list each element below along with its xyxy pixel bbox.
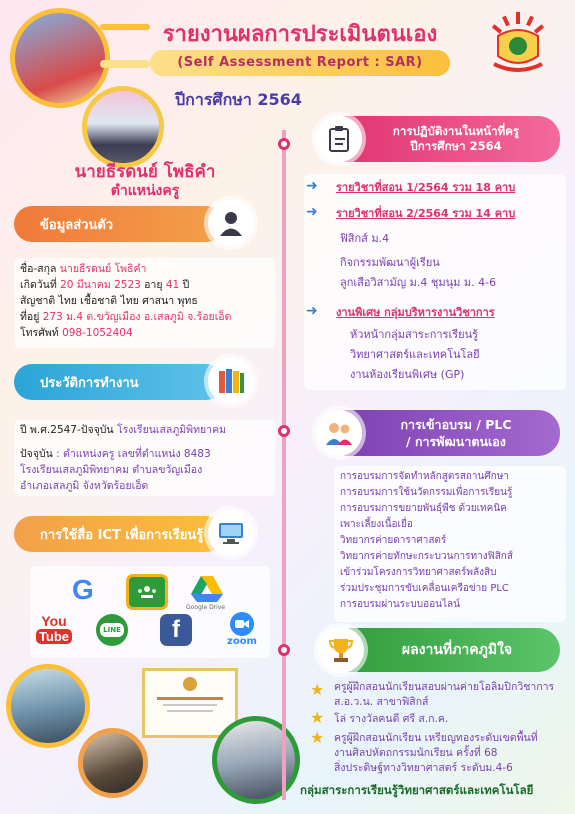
page-title: รายงานผลการประเมินตนเอง (162, 22, 438, 47)
footer-department: กลุ่มสาระการเรียนรู้วิทยาศาสตร์และเทคโนโลยี (300, 783, 534, 797)
star-icon: ★ (310, 728, 325, 747)
google-icon: G (72, 574, 94, 605)
timeline-dot (278, 425, 290, 437)
special-duty-1: หัวหน้ากลุ่มสาระการเรียนรู้ (350, 328, 479, 341)
timeline-line (282, 130, 286, 800)
training-card (334, 466, 566, 622)
zoom-icon: zoom (222, 612, 262, 647)
arrow-icon: ➜ (306, 303, 318, 319)
special-duty-3: งานห้องเรียนพิเศษ (GP) (350, 368, 465, 381)
computer-icon (208, 510, 254, 556)
training-item: ร่วมประชุมการขับเคลื่อนเครือข่าย PLC (340, 583, 509, 594)
header-photo (10, 8, 110, 108)
awards-title: ผลงานที่ภาคภูมิใจ (401, 642, 513, 658)
subject-term2: รายวิชาที่สอน 2/2564 รวม 14 คาบ (336, 207, 516, 220)
award-3: ครูผู้ฝึกสอนนักเรียน เหรียญทองระดับเขตพื้นที่ งานศิลปหัตถกรรมนักเรียน ครั้งที่ 68 สิ่งประดิษฐ์ทางวิทยาศาสตร์ ระดับม.4-6 (334, 732, 538, 774)
clipboard-icon (316, 116, 362, 162)
trophy-icon (318, 627, 364, 673)
binders-icon (208, 358, 254, 404)
personal-info-title: ข้อมูลส่วนตัว (40, 217, 114, 233)
work-history-header (14, 364, 224, 400)
work-history-title: ประวัติการทำงาน (40, 375, 139, 391)
subject-physics: ฟิสิกส์ ม.4 (340, 232, 390, 245)
page-subtitle: (Self Assessment Report : SAR) (150, 50, 450, 76)
teacher-position: ตำแหน่งครู (110, 183, 180, 199)
ict-title: การใช้สื่อ ICT เพื่อการเรียนรู้ (40, 527, 204, 543)
people-icon (316, 410, 362, 456)
subject-term1: รายวิชาที่สอน 1/2564 รวม 18 คาบ (336, 181, 516, 194)
subtitle-accent-bar (100, 60, 150, 68)
star-icon: ★ (310, 680, 325, 699)
person-icon (208, 200, 254, 246)
training-item: การอบรมการขยายพันธุ์พืช ด้วยเทคนิค (340, 503, 507, 514)
award-photo-3 (212, 716, 300, 804)
training-item: วิทยากรค่ายทักษะกระบวนการทางฟิสิกส์ (340, 551, 513, 562)
school-logo-icon (488, 10, 548, 76)
ict-header (14, 516, 224, 552)
special-duty: งานพิเศษ กลุ่มบริหารงานวิชาการ (336, 306, 495, 319)
star-icon: ★ (310, 708, 325, 727)
timeline-dot (278, 644, 290, 656)
award-1: ครูผู้ฝึกสอนนักเรียนสอบผ่านค่ายโอลิมปิกวิชาการ ส.อ.ว.น. สาขาฟิสิกส์ (334, 681, 555, 708)
google-drive-label: Google Drive (186, 604, 226, 611)
certificate-image (142, 668, 238, 738)
activity-title: กิจกรรมพัฒนาผู้เรียน (340, 256, 440, 269)
training-item: การอบรมการจัดทำหลักสูตรสถานศึกษา (340, 471, 509, 482)
google-drive-icon (190, 574, 224, 604)
arrow-icon: ➜ (306, 204, 318, 220)
award-photo-1 (6, 664, 90, 748)
academic-year: ปีการศึกษา 2564 (175, 90, 302, 109)
training-item: วิทยากรค่ายดาราศาสตร์ (340, 535, 447, 546)
teacher-name: นายธีรดนย์ โพธิคำ (74, 162, 216, 182)
training-item: การอบรมการใช้นวัตกรรมเพื่อการเรียนรู้ (340, 487, 513, 498)
training-item: เพาะเลี้ยงเนื้อเยื่อ (340, 519, 413, 530)
activity-detail: ลูกเสือวิสามัญ ม.4 ชุมนุม ม. 4-6 (340, 276, 497, 289)
training-item: การอบรมผ่านระบบออนไลน์ (340, 599, 460, 610)
youtube-icon: You Tube (36, 614, 72, 644)
arrow-icon: ➜ (306, 178, 318, 194)
award-2: โล่ รางวัลคนดี ศรี ส.ก.ค. (334, 713, 449, 725)
timeline-dot (278, 138, 290, 150)
special-duty-2: วิทยาศาสตร์และเทคโนโลยี (350, 348, 480, 361)
title-accent-bar (100, 24, 150, 30)
facebook-icon: f (160, 614, 192, 646)
profile-photo (82, 86, 164, 168)
duty-header: การปฏิบัติงานในหน้าที่ครู ปีการศึกษา 2564 (324, 116, 560, 162)
nationality: สัญชาติ ไทย เชื้อชาติ ไทย ศาสนา พุทธ (20, 295, 198, 307)
personal-info-card: ชื่อ-สกุล นายธีรดนย์ โพธิคำ เกิดวันที่ 20 มีนาคม 2523 อายุ 41 ปี สัญชาติ ไทย เชื้อชาติ ไทย ศาสนา พุทธ ที่อยู่ 273 ม.4 ต.ขวัญเมือง อ.เสลภูมิ จ.ร้อยเอ็ด โทรศัพท์ 098-1052404 (14, 258, 276, 348)
work-history-card: ปี พ.ศ.2547-ปัจจุบัน โรงเรียนเสลภูมิพิทยาคม ปัจจุบัน : ตำแหน่งครู เลขที่ตำแหน่ง 8483 โรงเรียนเสลภูมิพิทยาคม ตำบลขวัญเมือง อำเภอเสลภูมิ จังหวัดร้อยเอ็ด (14, 420, 276, 496)
personal-info-header (14, 206, 224, 242)
award-photo-2 (78, 728, 148, 798)
training-header: การเข้าอบรม / PLC / การพัฒนาตนเอง (324, 410, 560, 456)
google-classroom-icon (126, 574, 168, 610)
training-item: เข้าร่วมโครงการวิทยาศาสตร์พลังสิบ (340, 567, 497, 578)
line-icon: LINE (96, 614, 128, 646)
